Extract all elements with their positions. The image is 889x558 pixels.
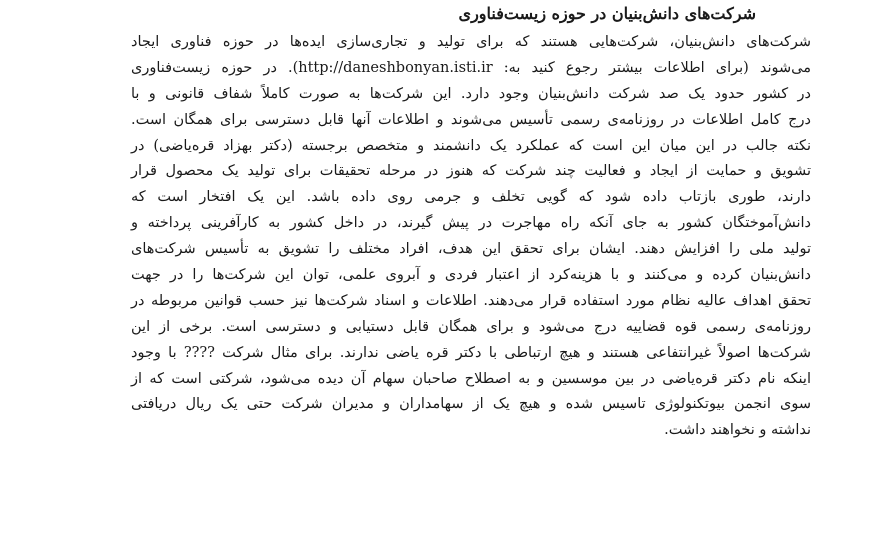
text-line-last: نداشته و نخواهند داشت. [664,422,811,439]
text-line: تحقق اهداف عالیه نظام مورد استفاده قرار می‌دهند. اطلاعات و اسناد شرکت‌ها نیز حسب قوانین مربوطه در [131,292,811,309]
text-line: سوی انجمن بیوتکنولوژی تاسیس شده و هیچ یک از سهامداران و مدیران شرکت حتی یک ریال دریافتی [131,396,811,413]
text-line: شرکت‌های دانش‌بنیان، شرکت‌هایی هستند که برای تولید و تجاری‌سازی ایده‌ها در حوزه فناوری ایجاد [131,34,811,50]
text-line: اینکه نام دکتر قره‌یاضی در بین موسسین و به اصطلاح صاحبان سهام آن دیده می‌شود، شرکتی است که از [131,370,811,387]
text-line: در کشور حدود یک صد شرکت دانش‌بنیان وجود دارد. این شرکت‌ها به صورت کاملاً شفاف قانونی و با [131,85,811,102]
text-line: درج کامل اطلاعات در روزنامه‌ی رسمی تأسیس می‌شوند و اطلاعات آنها قابل دسترسی برای همگان است. [131,111,811,128]
body-paragraph [131,30,811,444]
text-line: نکته جالب در این میان این است که عملکرد یک دانشمند و متخصص برجسته (دکتر بهزاد قره‌یاضی) در [131,137,811,154]
text-line: دانش‌بنیان کرده و می‌کنند و با هزینه‌کرد از اعتبار فردی و آبروی علمی، توان این شرکت‌ها را در جهت [131,267,811,284]
text-line: دارند، طوری بازتاب داده شود که گویی تخلف و جرمی روی داده باشد. این یک افتخار است که [131,189,811,206]
page-title: شرکت‌های دانش‌بنیان در حوزه زیست‌فناوری [458,4,756,23]
text-line: شرکت‌ها اصولاً غیرانتفاعی هستند و هیچ ارتباطی با دکتر قره یاضی ندارند. برای مثال شرکت ???? با وجود [131,344,811,361]
text-line: تولید ملی را افزایش دهند. ایشان برای تحقق این هدف، افراد مختلف را تشویق به تأسیس شرکت‌های [131,241,811,258]
text-line: می‌شوند (برای اطلاعات بیشتر رجوع کنید به: http://daneshbonyan.isti.ir). در حوزه زیست‌فناوری [131,59,811,76]
text-line: تشویق و حمایت از ایجاد و فعالیت چند شرکت که هنوز در مرحله تحقیقات برای تولید یک محصول قرار [131,163,811,180]
text-line: دانش‌آموختگان کشور به جای آنکه راه مهاجرت در پیش گیرند، در داخل کشور به کارآفرینی پرداخته و [131,215,811,232]
text-line: روزنامه‌ی رسمی قوه قضاییه درج می‌شود و برای همگان قابل دستیابی و دسترسی است. برخی از این [131,318,811,335]
